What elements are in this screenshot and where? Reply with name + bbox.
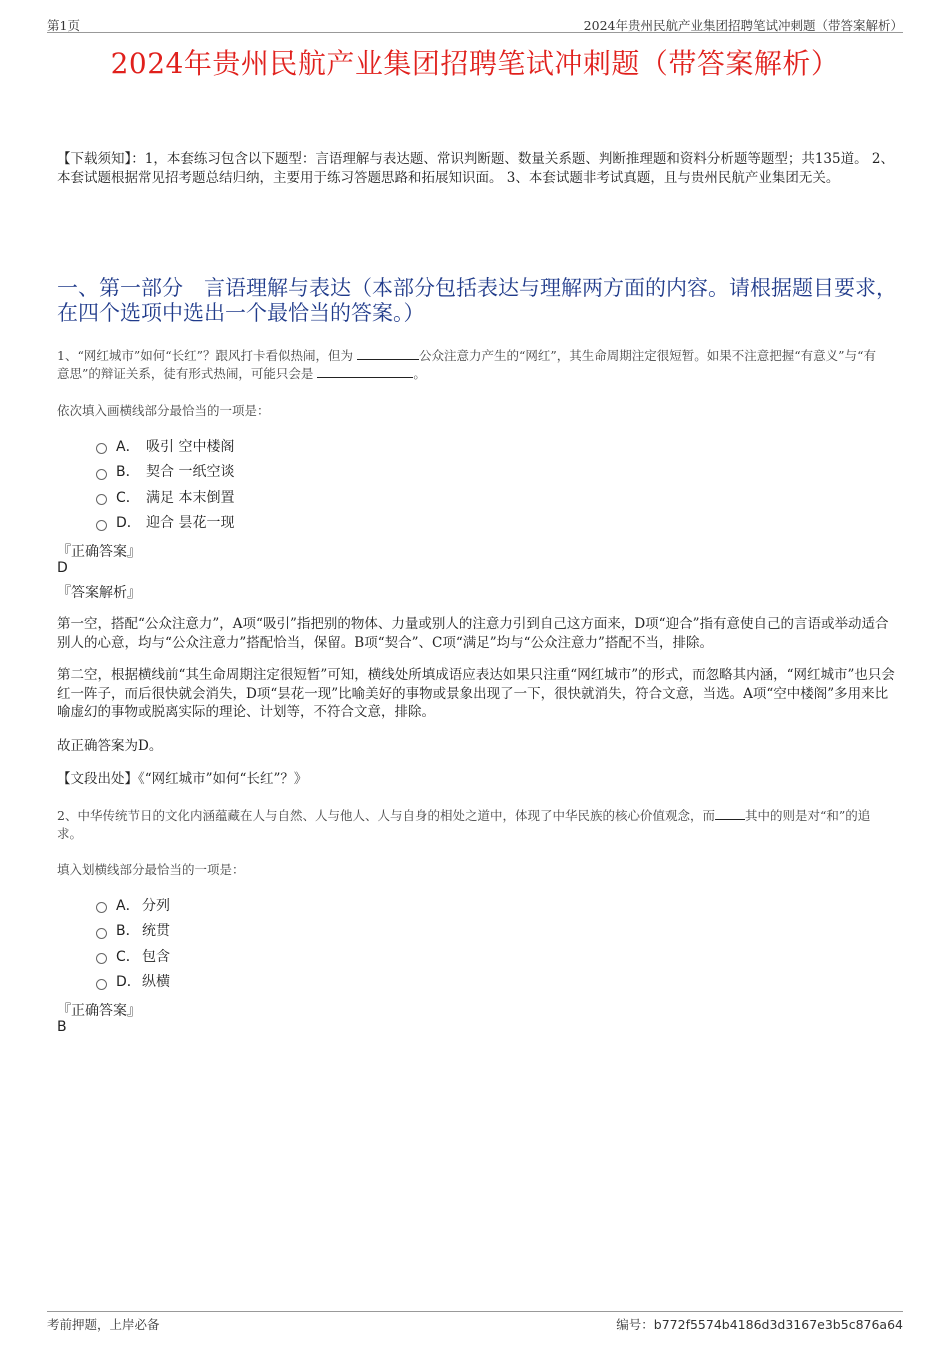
question-1-text-c: 。 (413, 366, 426, 381)
answer-label: 『正确答案』 (57, 544, 141, 560)
option-text: 分列 (142, 897, 170, 914)
radio-icon[interactable] (96, 494, 107, 505)
correct-answer: B (57, 1019, 67, 1035)
option-text: 包含 (142, 948, 170, 965)
radio-icon[interactable] (96, 979, 107, 990)
option-key: B． (116, 464, 140, 481)
option-a[interactable] (96, 892, 170, 918)
page-footer (47, 1311, 903, 1332)
question-2-stem (57, 807, 887, 843)
option-c[interactable] (96, 943, 170, 969)
option-text: 契合 一纸空谈 (146, 464, 235, 481)
radio-icon[interactable] (96, 902, 107, 913)
analysis-label: 『答案解析』 (57, 585, 141, 601)
question-1-text-b: 公众注意力产生的“网红”，其生命周期注定很短暂。如果不注意把握“有意义”与“有意思”的辩证关系，徒有形式热闹，可能只会是 (57, 348, 876, 381)
correct-answer: D (57, 560, 68, 576)
blank-1 (715, 807, 745, 820)
code-label: 编号： (616, 1317, 654, 1332)
question-1-prompt: 依次填入画横线部分最恰当的一项是： (57, 403, 270, 418)
radio-icon[interactable] (96, 469, 107, 480)
option-text: 迎合 昙花一现 (146, 515, 235, 532)
option-key: D． (116, 515, 141, 532)
page-header (47, 14, 903, 33)
option-key: B． (116, 923, 140, 940)
option-b[interactable] (96, 459, 234, 485)
question-1-options (96, 433, 234, 535)
question-1-text-a: 1、“网红城市”如何“长红”？跟风打卡看似热闹，但为 (57, 348, 357, 363)
radio-icon[interactable] (96, 443, 107, 454)
footer-code (616, 1315, 903, 1333)
option-key: D． (116, 974, 141, 991)
option-text: 满足 本末倒置 (146, 489, 235, 506)
radio-icon[interactable] (96, 953, 107, 964)
option-key: A． (116, 897, 140, 914)
radio-icon[interactable] (96, 520, 107, 531)
footer-slogan: 考前押题，上岸必备 (47, 1317, 160, 1332)
answer-label: 『正确答案』 (57, 1003, 141, 1019)
question-2-text-b: 其中的则是对“和”的追求。 (57, 808, 871, 841)
blank-2 (317, 365, 413, 378)
header-doc-title: 2024年贵州民航产业集团招聘笔试冲刺题（带答案解析） (583, 18, 903, 33)
option-d[interactable] (96, 510, 234, 536)
option-text: 吸引 空中楼阁 (146, 438, 235, 455)
option-key: C． (116, 489, 140, 506)
section-title: 一、第一部分 言语理解与表达（本部分包括表达与理解两方面的内容。请根据题目要求，在四个选项中选出一个最恰当的答案。） (57, 276, 897, 325)
option-d[interactable] (96, 969, 170, 995)
radio-icon[interactable] (96, 928, 107, 939)
analysis-conclusion: 故正确答案为D。 (57, 738, 163, 754)
question-2-text-a: 2、中华传统节日的文化内涵蕴藏在人与自然、人与他人、人与自身的相处之道中，体现了中华民族的核心价值观念，而 (57, 808, 715, 823)
option-key: C． (116, 948, 140, 965)
source-citation: 【文段出处】《“网红城市”如何“长红”？》 (57, 771, 308, 787)
download-notice: 【下载须知】：1，本套练习包含以下题型：言语理解与表达题、常识判断题、数量关系题、判断推理题和资料分析题等题型；共135道。 2、本套试题根据常见招考题总结归纳，主要用于练习答题思路和拓展知识面。 3、本套试题非考试真题，且与贵州民航产业集团无关。 (57, 151, 894, 186)
option-key: A． (116, 438, 140, 455)
question-2-options (96, 892, 170, 994)
analysis-paragraph-2: 第二空，根据横线前“其生命周期注定很短暂”可知，横线处所填成语应表达如果只注重“网红城市”的形式，而忽略其内涵，“网红城市”也只会红一阵子，而后很快就会消失，D项“昙花一现”比喻美好的事物或景象出现了一下，很快就消失，符合文意，当选。A项“空中楼阁”多用来比喻虚幻的事物或脱离实际的理论、计划等，不符合文意，排除。 (57, 667, 895, 720)
analysis-paragraph-1: 第一空，搭配“公众注意力”，A项“吸引”指把别的物体、力量或别人的注意力引到自己这方面来，D项“迎合”指有意使自己的言语或举动适合别人的心意，均与“公众注意力”搭配恰当，保留。B项“契合”、C项“满足”均与“公众注意力”搭配不当，排除。 (57, 616, 889, 651)
question-1-stem (57, 347, 887, 383)
option-b[interactable] (96, 918, 170, 944)
code-value: b772f5574b4186d3d3167e3b5c876a64 (653, 1317, 903, 1332)
option-c[interactable] (96, 484, 234, 510)
option-text: 纵横 (142, 974, 170, 991)
question-2-prompt: 填入划横线部分最恰当的一项是： (57, 862, 245, 877)
page-number: 第1页 (47, 18, 80, 33)
blank-1 (357, 347, 419, 360)
option-a[interactable] (96, 433, 234, 459)
document-title: 2024年贵州民航产业集团招聘笔试冲刺题（带答案解析） (110, 47, 840, 80)
option-text: 统贯 (142, 923, 170, 940)
